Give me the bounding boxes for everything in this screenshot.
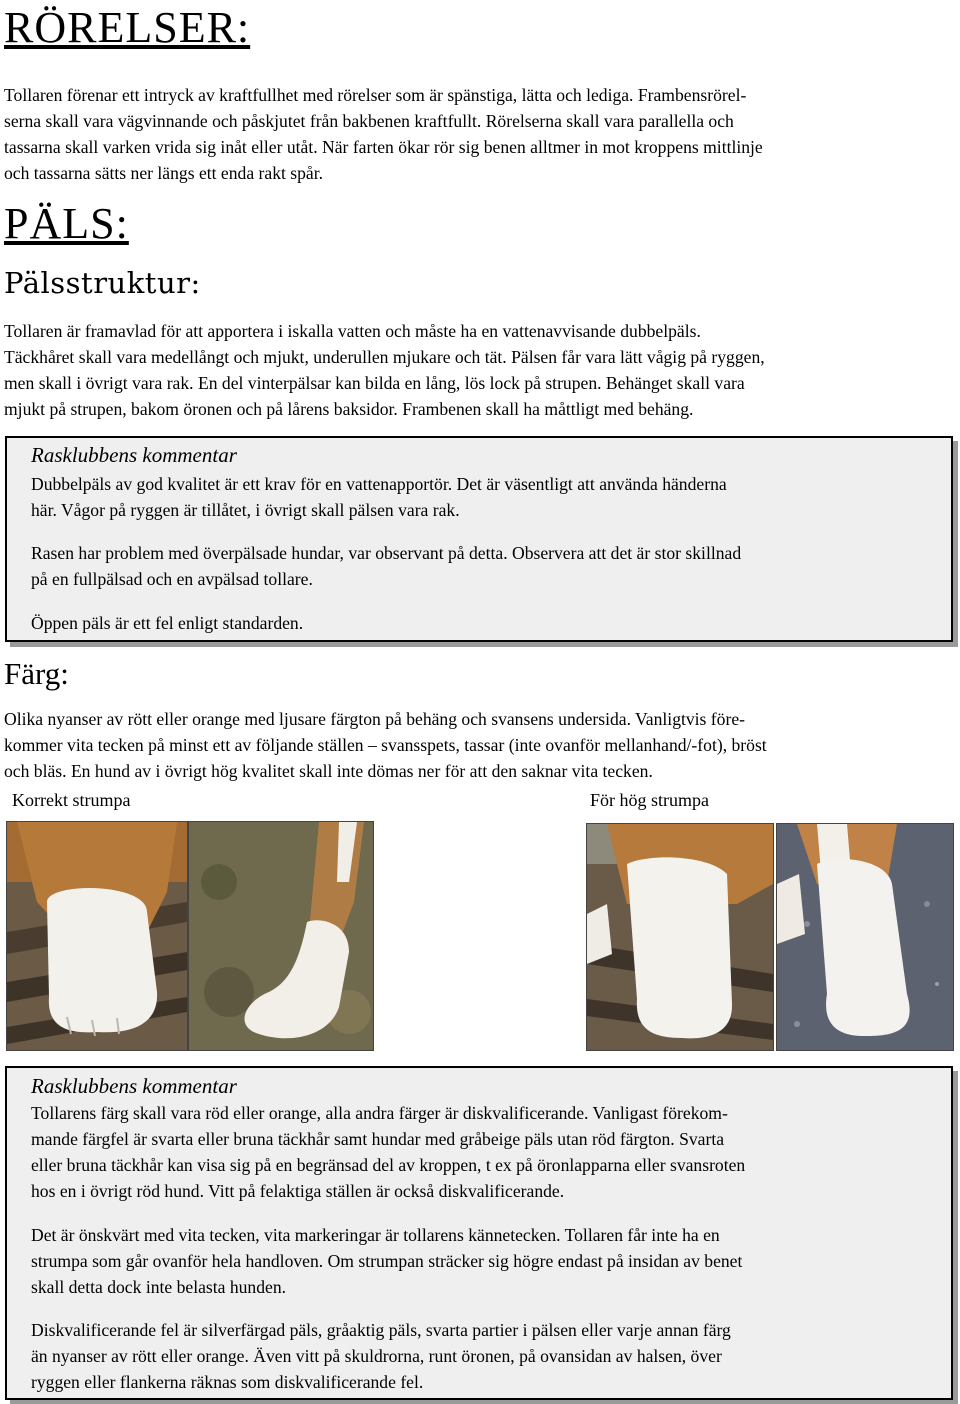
comment-line: eller bruna täckhår kan visa sig på en begränsad del av kroppen, t ex på öronlapparna eller svansroten — [31, 1155, 746, 1175]
comment-title: Rasklubbens kommentar — [31, 443, 237, 467]
comment-line: Det är önskvärt med vita tecken, vita markeringar är tollarens kännetecken. Tollaren får inte ha en — [31, 1225, 720, 1245]
comment-line: här. Vågor på ryggen är tillåtet, i övrigt skall pälsen vara rak. — [31, 500, 460, 520]
text-line: Tollaren förenar ett intryck av kraftfullhet med rörelser som är spänstiga, lätta och lediga. Frambensrörel- — [4, 85, 747, 105]
comment-line: ryggen eller flankerna räknas som diskvalificerande fel. — [31, 1372, 424, 1392]
paw-photo-illustration — [7, 822, 187, 1050]
photo-too-high-sock-1 — [586, 823, 774, 1051]
heading-rorelser: RÖRELSER: — [4, 3, 251, 52]
comment-line: mande färgfel är svarta eller bruna täckhår samt hundar med gråbeige päls utan röd färgton. Svarta — [31, 1129, 725, 1149]
text-line: och bläs. En hund av i övrigt hög kvalitet skall inte dömas ner för att den saknar vita tecken. — [4, 761, 653, 781]
paragraph-farg — [4, 706, 954, 784]
photo-correct-sock-2 — [188, 821, 374, 1051]
comment-line: Öppen päls är ett fel enligt standarden. — [31, 613, 304, 633]
photo-too-high-sock-2 — [776, 823, 954, 1051]
comment-line: än nyanser av rött eller orange. Även vitt på skuldrorna, runt öronen, på ovansidan av halsen, över — [31, 1346, 722, 1366]
photo-correct-sock-1 — [6, 821, 188, 1051]
paw-photo-illustration — [587, 824, 773, 1050]
comment-line: Diskvalificerande fel är silverfärgad päls, gråaktig päls, svarta partier i pälsen eller varje annan färg — [31, 1320, 731, 1340]
text-line: Tollaren är framavlad för att apportera i iskalla vatten och måste ha en vattenavvisande dubbelpäls. — [4, 321, 701, 341]
comment-title: Rasklubbens kommentar — [31, 1074, 237, 1098]
comment-line: Rasen har problem med överpälsade hundar, var observant på detta. Observera att det är stor skillnad — [31, 543, 742, 563]
text-line: kommer vita tecken på minst ett av följande ställen – svansspets, tassar (inte ovanför mellanhand/-fot), bröst — [4, 735, 767, 755]
subheading-farg: Färg: — [4, 656, 69, 691]
comment-line: skall detta dock inte belasta hunden. — [31, 1277, 287, 1297]
subheading-palsstruktur: Pälsstruktur: — [4, 266, 201, 300]
paragraph-palsstruktur — [4, 318, 954, 422]
text-line: Täckhåret skall vara medellångt och mjukt, underullen mjukare och tät. Pälsen får vara lätt vågig på ryggen, — [4, 347, 765, 367]
text-line: och tassarna sätts ner längs ett enda rakt spår. — [4, 163, 324, 183]
text-line: Olika nyanser av rött eller orange med ljusare färgton på behäng och svansens undersida. Vanligtvis före- — [4, 709, 745, 729]
paragraph-rorelser — [4, 82, 954, 186]
comment-line: Dubbelpäls av god kvalitet är ett krav för en vattenapportör. Det är väsentligt att använda händerna — [31, 474, 727, 494]
text-line: tassarna skall varken vrida sig inåt eller utåt. När farten ökar rör sig benen alltmer in mot kroppens mittlinje — [4, 137, 763, 157]
comment-box-color — [5, 1066, 953, 1400]
text-line: men skall i övrigt vara rak. En del vinterpälsar kan bilda en lång, lös lock på strupen. Behänget skall vara — [4, 373, 745, 393]
caption-correct-sock: Korrekt strumpa — [12, 790, 131, 810]
caption-too-high-sock: För hög strumpa — [590, 790, 709, 810]
text-line: serna skall vara vägvinnande och påskjutet från bakbenen kraftfullt. Rörelserna skall vara parallella och — [4, 111, 734, 131]
paw-photo-illustration — [777, 824, 953, 1050]
heading-pals: PÄLS: — [4, 199, 129, 248]
comment-box-coat — [5, 436, 953, 642]
comment-line: hos en i övrigt röd hund. Vitt på felaktiga ställen är också diskvalificerande. — [31, 1181, 565, 1201]
paw-photo-illustration — [189, 822, 373, 1050]
comment-line: strumpa som går ovanför hela handloven. Om strumpan sträcker sig högre endast på insidan av benet — [31, 1251, 743, 1271]
text-line: mjukt på strupen, bakom öronen och på lårens baksidor. Frambenen skall ha måttligt med behäng. — [4, 399, 694, 419]
comment-line: på en fullpälsad och en avpälsad tollare. — [31, 569, 313, 589]
comment-line: Tollarens färg skall vara röd eller orange, alla andra färger är diskvalificerande. Vanligast förekom- — [31, 1103, 728, 1123]
